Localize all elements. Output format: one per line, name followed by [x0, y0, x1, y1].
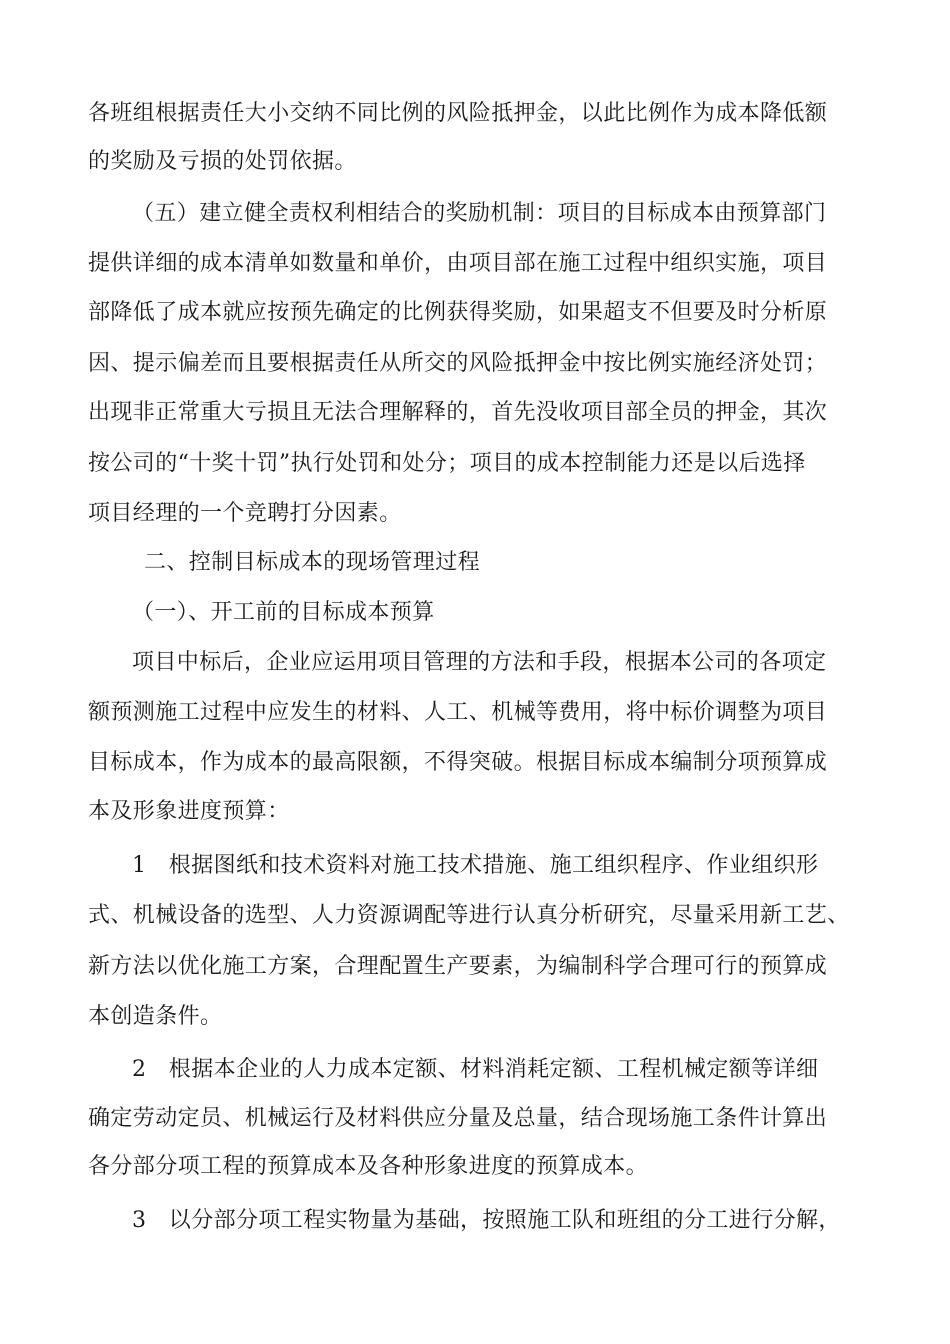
text-line: 本创造条件。 [88, 1004, 223, 1029]
text-line: 目标成本，作为成本的最高限额，不得突破。根据目标成本编制分项预算成 [88, 750, 828, 775]
text-line: 提供详细的成本清单如数量和单价，由项目部在施工过程中组织实施，项目 [88, 251, 828, 276]
text-line: 各班组根据责任大小交纳不同比例的风险抵押金，以此比例作为成本降低额 [88, 101, 828, 126]
section-heading: （五）建立健全责权利相结合的奖励机制：项目的目标成本由预算部门 [132, 201, 827, 226]
list-item: 2 根据本企业的人力成本定额、材料消耗定额、工程机械定额等详细 [132, 1057, 819, 1082]
list-item: 1 根据图纸和技术资料对施工技术措施、施工组织程序、作业组织形 [132, 853, 819, 878]
text-line: 部降低了成本就应按预先确定的比例获得奖励，如果超支不但要及时分析原 [88, 300, 828, 325]
text-line: 式、机械设备的选型、人力资源调配等进行认真分析研究，尽量采用新工艺、 [88, 903, 850, 928]
text-line: 新方法以优化施工方案，合理配置生产要素，为编制科学合理可行的预算成 [88, 954, 828, 979]
text-line: 各分部分项工程的预算成本及各种形象进度的预算成本。 [88, 1154, 649, 1179]
text-line: 的奖励及亏损的处罚依据。 [88, 149, 357, 174]
text-line: 额预测施工过程中应发生的材料、人工、机械等费用，将中标价调整为项目 [88, 700, 828, 725]
chapter-heading: 二、控制目标成本的现场管理过程 [144, 550, 481, 575]
text-line: 本及形象进度预算： [88, 799, 290, 824]
list-item: 3 以分部分项工程实物量为基础，按照施工队和班组的分工进行分解， [132, 1208, 841, 1233]
text-line: 项目中标后，企业应运用项目管理的方法和手段，根据本公司的各项定 [132, 650, 827, 675]
text-line: 出现非正常重大亏损且无法合理解释的，首先没收项目部全员的押金，其次 [88, 400, 828, 425]
text-line: 按公司的“十奖十罚”执行处罚和处分；项目的成本控制能力还是以后选择 [88, 451, 806, 476]
text-line: 确定劳动定员、机械运行及材料供应分量及总量，结合现场施工条件计算出 [88, 1106, 828, 1131]
text-line: 因、提示偏差而且要根据责任从所交的风险抵押金中按比例实施经济处罚； [88, 351, 828, 376]
text-line: 项目经理的一个竞聘打分因素。 [88, 501, 402, 526]
subsection-heading: （一）、开工前的目标成本预算 [132, 600, 435, 625]
